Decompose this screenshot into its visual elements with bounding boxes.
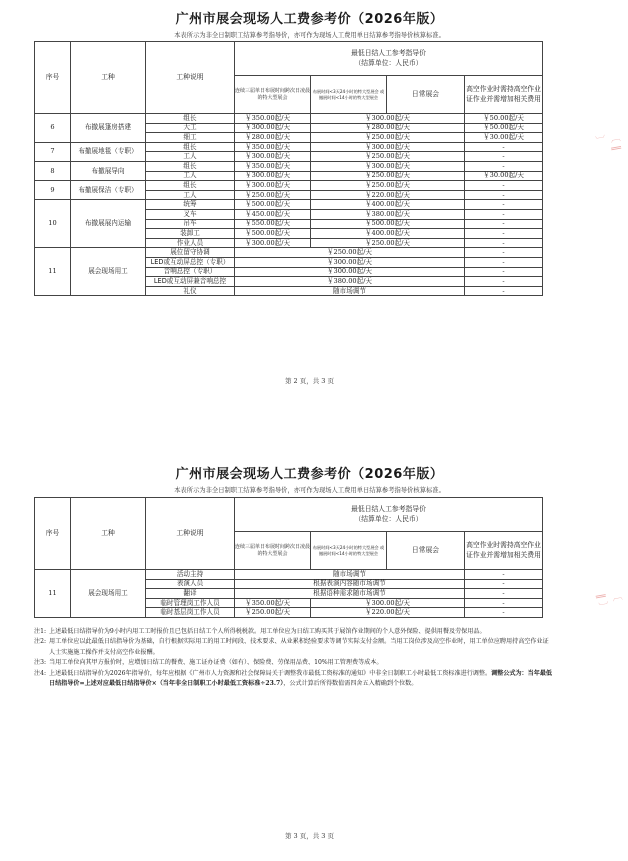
cell-trade: 布撤展导向 bbox=[71, 161, 146, 180]
cell-desc: 细工 bbox=[146, 133, 235, 143]
cell-seq: 6 bbox=[35, 114, 71, 143]
header-col-d: 高空作业时需持高空作业证作业并需增加相关费用 bbox=[465, 532, 543, 570]
header-col-a: 连续三届单日布展时间跨次日凌晨的特大型展会 bbox=[235, 532, 311, 570]
cell-desc: 工人 bbox=[146, 190, 235, 200]
cell-price-bc: ￥280.00起/天 bbox=[311, 123, 465, 133]
cell-price-abc: ￥380.00起/天 bbox=[235, 277, 465, 287]
cell-price-d: - bbox=[465, 238, 543, 248]
cell-price-bc: ￥220.00起/天 bbox=[311, 190, 465, 200]
cell-desc: 组长 bbox=[146, 181, 235, 191]
cell-seq: 7 bbox=[35, 142, 71, 161]
header-col-c: 日常展会 bbox=[387, 76, 465, 114]
cell-price-d: ￥50.00起/天 bbox=[465, 114, 543, 124]
cell-price-d: - bbox=[465, 219, 543, 229]
cell-price-d: ￥30.00起/天 bbox=[465, 133, 543, 143]
cell-price-d: - bbox=[465, 248, 543, 258]
cell-price-bc: ￥300.00起/天 bbox=[311, 161, 465, 171]
cell-desc: LED或互动屏兼音响总控 bbox=[146, 277, 235, 287]
cell-price-d: - bbox=[465, 152, 543, 162]
cell-price-bc: ￥220.00起/天 bbox=[311, 608, 465, 618]
cell-desc: 作业人员 bbox=[146, 238, 235, 248]
cell-price-bc: ￥250.00起/天 bbox=[311, 238, 465, 248]
cell-price-d: - bbox=[465, 142, 543, 152]
cell-price-a: ￥250.00起/天 bbox=[235, 608, 311, 618]
page-number: 第 3 页，共 3 页 bbox=[284, 832, 335, 840]
cell-desc: 音响总控（专职） bbox=[146, 267, 235, 277]
cell-price-d: - bbox=[465, 161, 543, 171]
header-col-b: 布展时间<3天24小时的特大型展会 或 撤展时间<14小时的特大型展会 bbox=[311, 76, 387, 114]
cell-price-a: ￥550.00起/天 bbox=[235, 219, 311, 229]
cell-price-d: - bbox=[465, 286, 543, 296]
note-text: 用工单位应以此最低日结指导价为基础，自行根据实际用工的用工时间段、技术要求、从业累积经验要求等调节实际支付金额。当用工岗位涉及高空作业时，用工单位应聘用持高空作业证人士实施施工操作并支付高空作业报酬。 bbox=[49, 638, 549, 656]
cell-desc: 组长 bbox=[146, 114, 235, 124]
rate-table-body bbox=[35, 114, 543, 296]
cell-trade: 布撤展地毯（专职） bbox=[71, 142, 146, 161]
cell-desc: 工人 bbox=[146, 171, 235, 181]
page-2-sheet bbox=[0, 0, 619, 408]
page-title: 广州市展会现场人工费参考价（2026年版） bbox=[175, 12, 444, 27]
cell-price-abc: 随市场调节 bbox=[235, 286, 465, 296]
note-label: 注4: bbox=[34, 669, 47, 677]
cell-desc: 工人 bbox=[146, 152, 235, 162]
cell-price-abc: ￥300.00起/天 bbox=[235, 257, 465, 267]
cell-price-d: - bbox=[465, 579, 543, 589]
cell-price-abc: ￥250.00起/天 bbox=[235, 248, 465, 258]
table-subtitle: 本表所示为非全日制职工结算参考指导价，亦可作为现场人工费用单日结算参考指导价核算标准。 bbox=[174, 32, 445, 39]
note-item bbox=[34, 658, 554, 668]
cell-trade: 布撤展保洁（专职） bbox=[71, 181, 146, 200]
cell-price-a: ￥300.00起/天 bbox=[235, 123, 311, 133]
table-row bbox=[35, 248, 543, 258]
cell-price-a: ￥350.00起/天 bbox=[235, 142, 311, 152]
header-col-a: 连续三届单日布展时间跨次日凌晨的特大型展会 bbox=[235, 76, 311, 114]
table-row bbox=[35, 114, 543, 124]
header-min-rate bbox=[235, 42, 543, 76]
note-item bbox=[34, 637, 554, 658]
header-col-c: 日常展会 bbox=[387, 532, 465, 570]
header-desc: 工种说明 bbox=[146, 42, 235, 114]
cell-price-a: ￥350.00起/天 bbox=[235, 598, 311, 608]
cell-price-bc: ￥250.00起/天 bbox=[311, 152, 465, 162]
page-title: 广州市展会现场人工费参考价（2026年版） bbox=[175, 467, 444, 482]
note-formula: 调整公式为：当年最低日结指导价=上述对应最低日结指导价×（当年非全日制职工小时最低工资标准÷23.7） bbox=[49, 669, 553, 688]
cell-price-a: ￥500.00起/天 bbox=[235, 229, 311, 239]
cell-price-d: - bbox=[465, 277, 543, 287]
note-text: 上述最低日结指导价为2026年指导价，每年应根据《广州市人力资源和社会保障局关于调整我市最低工资标准的通知》中非全日制职工小时最低工资标准进行调整。 bbox=[49, 669, 492, 677]
cell-price-a: ￥350.00起/天 bbox=[235, 161, 311, 171]
cell-price-a: ￥280.00起/天 bbox=[235, 133, 311, 143]
table-row bbox=[35, 161, 543, 171]
header-min-rate-line2: （结算单位：人民币） bbox=[354, 514, 423, 523]
cell-price-d: - bbox=[465, 257, 543, 267]
table-row bbox=[35, 570, 543, 580]
cell-price-d: ￥30.00起/天 bbox=[465, 171, 543, 181]
cell-price-a: ￥300.00起/天 bbox=[235, 152, 311, 162]
cell-seq: 8 bbox=[35, 161, 71, 180]
cell-price-d: - bbox=[465, 229, 543, 239]
cell-seq: 10 bbox=[35, 200, 71, 248]
cell-trade: 布撤展展内运输 bbox=[71, 200, 146, 248]
cell-seq: 9 bbox=[35, 181, 71, 200]
header-desc: 工种说明 bbox=[146, 498, 235, 570]
cell-price-d: - bbox=[465, 570, 543, 580]
header-trade: 工种 bbox=[71, 42, 146, 114]
cell-price-a: ￥250.00起/天 bbox=[235, 190, 311, 200]
rate-table bbox=[34, 497, 543, 618]
cell-price-bc: ￥250.00起/天 bbox=[311, 171, 465, 181]
note-item bbox=[34, 627, 554, 637]
cell-price-d: - bbox=[465, 598, 543, 608]
cell-price-a: ￥300.00起/天 bbox=[235, 171, 311, 181]
cell-price-a: ￥500.00起/天 bbox=[235, 200, 311, 210]
table-subtitle: 本表所示为非全日制职工结算参考指导价，亦可作为现场人工费用单日结算参考指导价核算标准。 bbox=[174, 487, 445, 494]
notes-block bbox=[34, 627, 554, 689]
cell-price-a: ￥450.00起/天 bbox=[235, 209, 311, 219]
cell-price-d: - bbox=[465, 190, 543, 200]
note-item bbox=[34, 669, 554, 690]
header-seq: 序号 bbox=[35, 42, 71, 114]
cell-price-a: ￥300.00起/天 bbox=[235, 238, 311, 248]
cell-price-bc: ￥400.00起/天 bbox=[311, 229, 465, 239]
cell-desc: 表演人员 bbox=[146, 579, 235, 589]
cell-desc: 统筹 bbox=[146, 200, 235, 210]
cell-desc: 翻译 bbox=[146, 589, 235, 599]
cell-price-d: - bbox=[465, 589, 543, 599]
cell-price-bc: ￥380.00起/天 bbox=[311, 209, 465, 219]
cell-price-d: - bbox=[465, 209, 543, 219]
cell-price-d: - bbox=[465, 608, 543, 618]
note-label: 注2: bbox=[34, 638, 47, 646]
header-min-rate-line1: 最低日结人工参考指导价 bbox=[351, 505, 426, 514]
cell-price-bc: ￥300.00起/天 bbox=[311, 114, 465, 124]
cell-price-bc: ￥500.00起/天 bbox=[311, 219, 465, 229]
cell-desc: 叉车 bbox=[146, 209, 235, 219]
cell-price-a: ￥350.00起/天 bbox=[235, 114, 311, 124]
table-row bbox=[35, 200, 543, 210]
header-col-b: 布展时间<3天24小时的特大型展会 或 撤展时间<14小时的特大型展会 bbox=[311, 532, 387, 570]
cell-desc: 展位留守协调 bbox=[146, 248, 235, 258]
cell-price-bc: ￥250.00起/天 bbox=[311, 181, 465, 191]
note-label: 注1: bbox=[34, 628, 47, 635]
cell-price-bc: ￥400.00起/天 bbox=[311, 200, 465, 210]
header-seq: 序号 bbox=[35, 498, 71, 570]
note-tail: ，公式计算后所得数值需四舍五入精确到个位数。 bbox=[283, 680, 418, 688]
cell-price-abc: 随市场调节 bbox=[235, 570, 465, 580]
seal-stamp-fragment: 〔 ‖ 〕 bbox=[594, 590, 623, 613]
header-min-rate bbox=[235, 498, 543, 532]
cell-desc: 大工 bbox=[146, 123, 235, 133]
note-text: 当用工单位向其甲方报价时，应增加日结工的餐费、施工证办证费（如有）、保险费、劳保用品费、10%用工管理费等成本。 bbox=[49, 659, 383, 667]
cell-price-d: - bbox=[465, 267, 543, 277]
cell-desc: 临时基层岗工作人员 bbox=[146, 608, 235, 618]
cell-desc: 礼仪 bbox=[146, 286, 235, 296]
cell-desc: 吊车 bbox=[146, 219, 235, 229]
cell-price-abc: 根据表演内容随市场调节 bbox=[235, 579, 465, 589]
page-number: 第 2 页，共 3 页 bbox=[284, 377, 335, 385]
header-min-rate-line2: （结算单位：人民币） bbox=[354, 58, 423, 67]
header-col-d: 高空作业时需持高空作业证作业并需增加相关费用 bbox=[465, 76, 543, 114]
cell-desc: 组长 bbox=[146, 161, 235, 171]
rate-table-body bbox=[35, 570, 543, 618]
cell-price-d: - bbox=[465, 181, 543, 191]
cell-price-d: ￥50.00起/天 bbox=[465, 123, 543, 133]
cell-price-d: - bbox=[465, 200, 543, 210]
seal-stamp-fragment: 〔 ‖ 〕 bbox=[593, 131, 622, 152]
cell-trade: 展会现场用工 bbox=[71, 570, 146, 618]
rate-table bbox=[34, 41, 543, 296]
header-min-rate-line1: 最低日结人工参考指导价 bbox=[351, 49, 426, 58]
cell-price-bc: ￥250.00起/天 bbox=[311, 133, 465, 143]
cell-desc: 组长 bbox=[146, 142, 235, 152]
cell-price-abc: 根据语种需求随市场调节 bbox=[235, 589, 465, 599]
cell-trade: 展会现场用工 bbox=[71, 248, 146, 296]
cell-desc: 活动主持 bbox=[146, 570, 235, 580]
cell-price-bc: ￥300.00起/天 bbox=[311, 598, 465, 608]
cell-desc: LED或互动屏总控（专职） bbox=[146, 257, 235, 267]
cell-desc: 装卸工 bbox=[146, 229, 235, 239]
note-label: 注3: bbox=[34, 659, 47, 667]
cell-price-a: ￥300.00起/天 bbox=[235, 181, 311, 191]
table-row bbox=[35, 181, 543, 191]
cell-price-bc: ￥300.00起/天 bbox=[311, 142, 465, 152]
header-trade: 工种 bbox=[71, 498, 146, 570]
cell-seq: 11 bbox=[35, 248, 71, 296]
cell-trade: 布撤展篷房搭建 bbox=[71, 114, 146, 143]
table-row bbox=[35, 142, 543, 152]
cell-price-abc: ￥300.00起/天 bbox=[235, 267, 465, 277]
cell-seq: 11 bbox=[35, 570, 71, 618]
page-3-sheet bbox=[0, 452, 619, 861]
note-text: 上述最低日结指导价为9小时内用工工时报价且已包括日结工个人所得税税款。用工单位应为日结工购买其于展馆作业期间的个人意外保险、提供用餐及劳保用品。 bbox=[49, 628, 486, 635]
cell-desc: 临时管理岗工作人员 bbox=[146, 598, 235, 608]
